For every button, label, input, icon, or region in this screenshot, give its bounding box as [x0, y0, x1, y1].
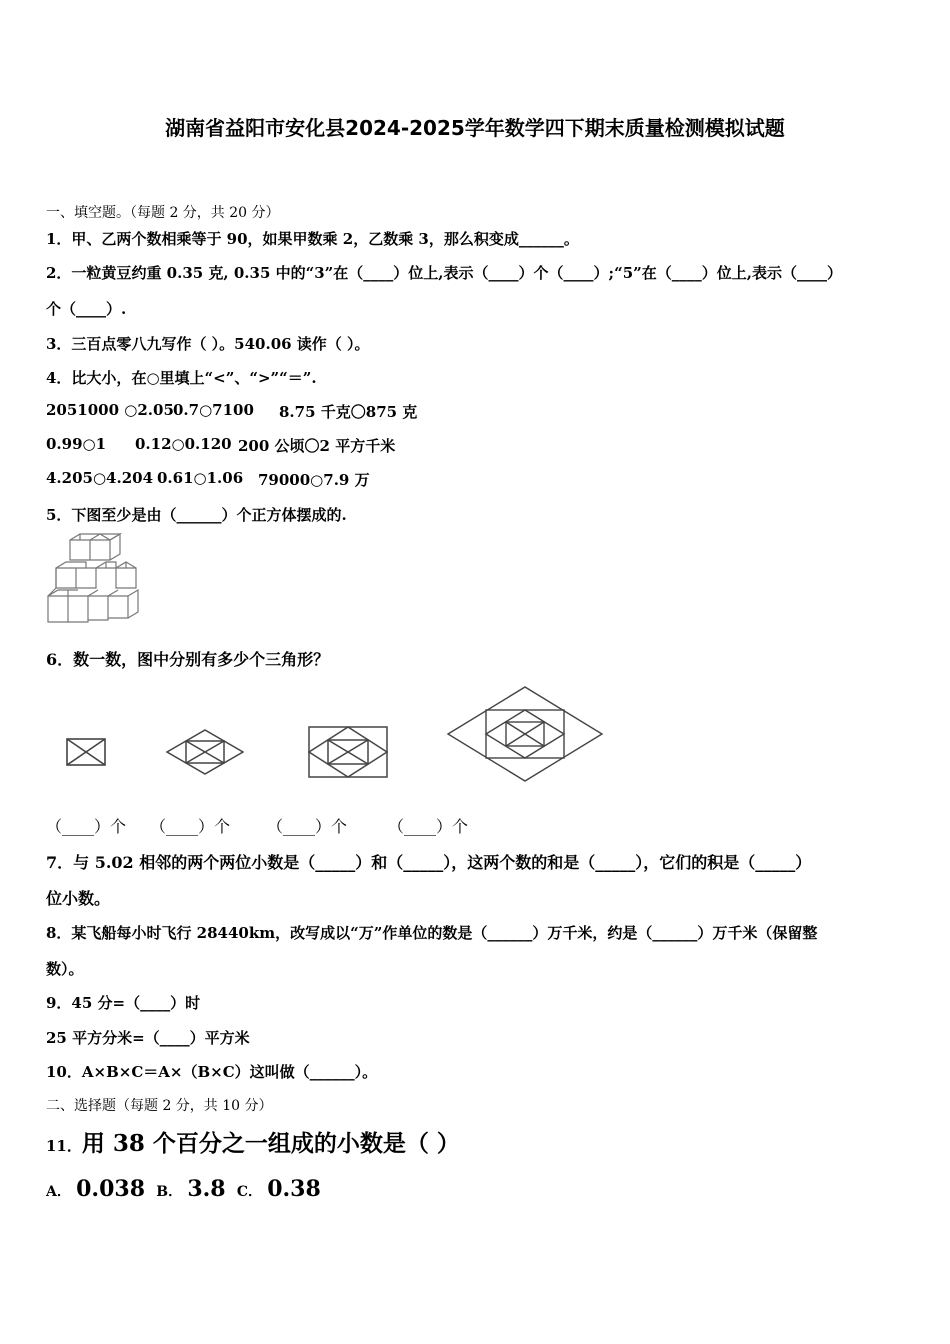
question-11-text: 用 38 个百分之一组成的小数是（ ）	[81, 1130, 460, 1157]
question-2-line-2: 个（____）.	[46, 300, 127, 318]
q6-answer-2: （____）个	[150, 817, 231, 836]
q4-row2-item3: 200 公顷〇2 平方千米	[238, 437, 396, 455]
option-a-value: 0.038	[76, 1176, 145, 1202]
question-7-line-2: 位小数。	[46, 889, 111, 908]
question-6: 6．数一数，图中分别有多少个三角形？	[46, 650, 330, 669]
option-a-letter: A．	[46, 1184, 71, 1200]
question-11-options	[46, 1176, 321, 1202]
question-2-line-1: 2．一粒黄豆约重 0.35 克, 0.35 中的“3”在（____）位上,表示（____）个（____）;“5”在（____）位上,表示（____）	[46, 264, 842, 282]
question-5: 5．下图至少是由（______）个正方体摆成的.	[46, 506, 347, 524]
q4-row3-item2: 0.61○1.06	[157, 469, 244, 487]
question-3: 3．三百点零八九写作（ ）。540.06 读作（ ）。	[46, 335, 370, 353]
q4-row1-item1: 2051000 ○2.05	[46, 401, 174, 419]
question-8-line-2: 数）。	[46, 960, 84, 978]
triangle-figure-2	[164, 727, 246, 777]
q4-row3-item3: 79000○7.9 万	[258, 471, 370, 489]
q4-row2-item2: 0.12○0.120	[135, 435, 232, 453]
q4-row2-item1: 0.99○1	[46, 435, 107, 453]
question-9-part-a: 9．45 分=（____）时	[46, 994, 201, 1012]
question-4: 4．比大小，在○里填上“<”、“>”“＝”.	[46, 369, 317, 387]
question-1: 1．甲、乙两个数相乘等于 90，如果甲数乘 2，乙数乘 3，那么积变成______。	[46, 230, 579, 248]
section-fill-blank-heading: 一、填空题。（每题 2 分，共 20 分）	[46, 205, 280, 221]
q6-answer-3: （____）个	[267, 817, 348, 836]
option-c-letter: C．	[236, 1184, 262, 1200]
question-7-line-1: 7．与 5.02 相邻的两个两位小数是（_____）和（_____），这两个数的和是（_____），它们的积是（_____）	[46, 853, 812, 872]
question-10: 10．A×B×C＝A×（B×C）这叫做（______）。	[46, 1063, 378, 1081]
question-11	[46, 1125, 460, 1158]
q6-answer-1: （____）个	[46, 817, 127, 836]
q4-row1-item2: 0.7○7100	[173, 401, 254, 419]
q6-answer-4: （____）个	[388, 817, 469, 836]
question-8-line-1: 8．某飞船每小时飞行 28440km，改写成以“万”作单位的数是（______）万千米，约是（______）万千米（保留整	[46, 924, 818, 942]
q4-row3-item1: 4.205○4.204	[46, 469, 154, 487]
page-title: 湖南省益阳市安化县2024-2025学年数学四下期末质量检测模拟试题	[165, 116, 785, 140]
option-b-value: 3.8	[187, 1176, 226, 1202]
triangle-figure-3	[306, 724, 390, 780]
section-choice-heading: 二、选择题（每题 2 分，共 10 分）	[46, 1098, 273, 1114]
q4-row1-item3: 8.75 千克〇875 克	[279, 403, 418, 421]
cube-stack-figure	[44, 532, 144, 628]
question-11-number: 11．	[46, 1137, 82, 1155]
option-c-value: 0.38	[267, 1176, 321, 1202]
question-9-part-b: 25 平方分米=（____）平方米	[46, 1029, 250, 1047]
triangle-figure-4	[444, 684, 606, 784]
triangle-figure-1	[64, 736, 108, 768]
option-b-letter: B．	[156, 1184, 183, 1200]
